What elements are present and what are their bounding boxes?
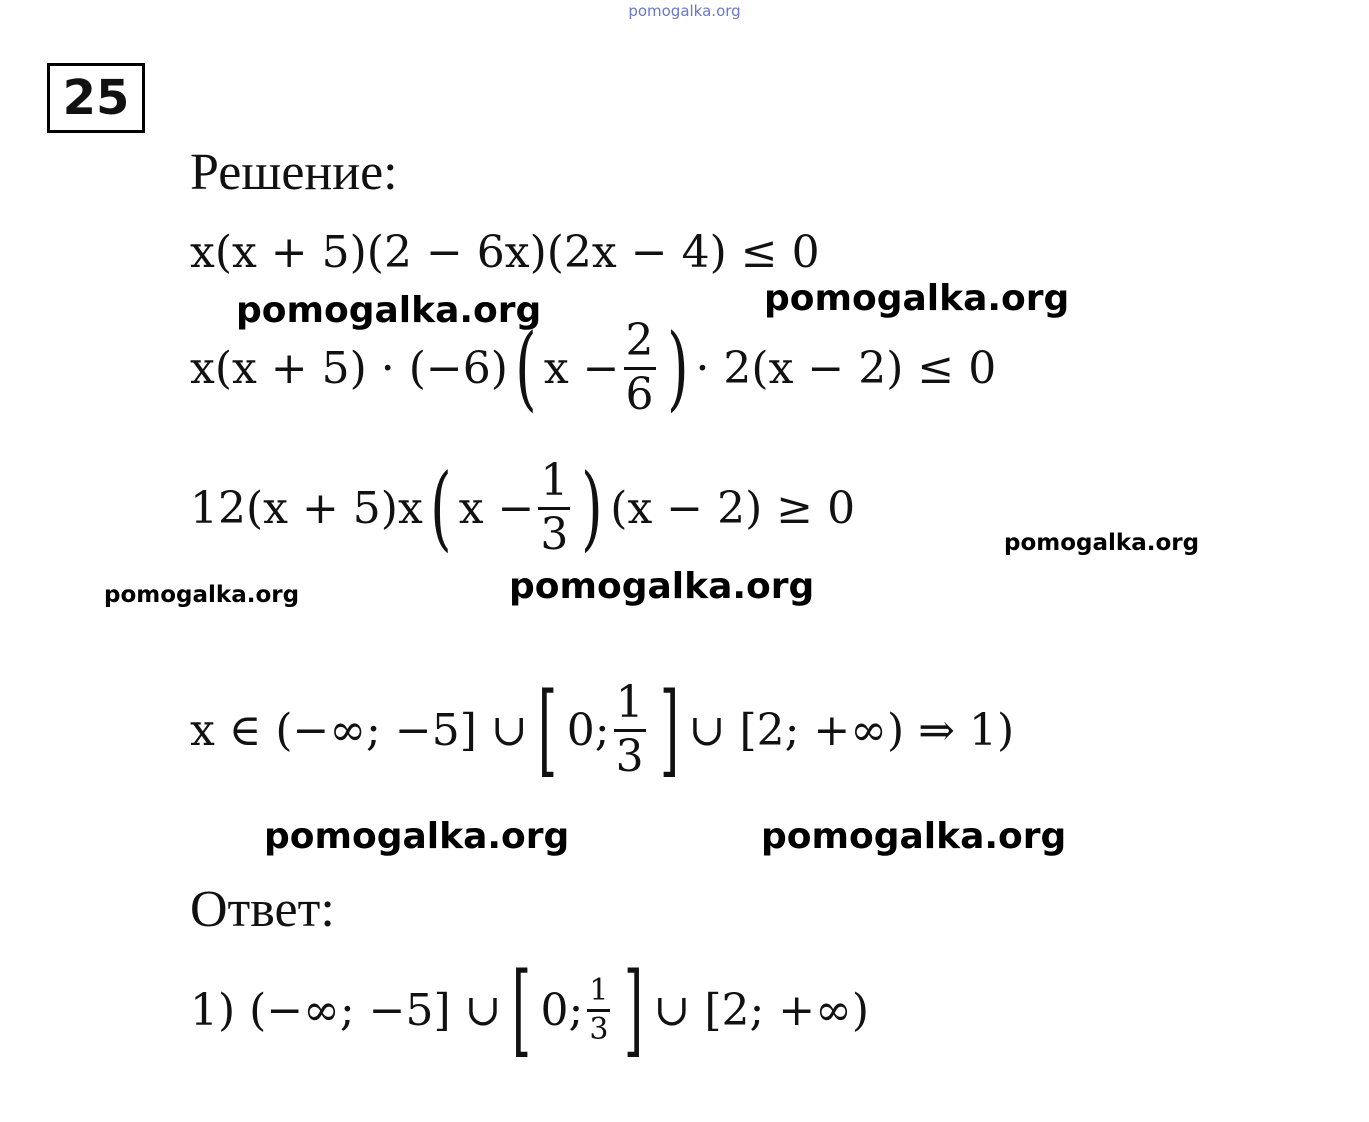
fraction-denominator: 3 [615, 730, 644, 782]
answer-suffix: ∪ [2; +∞) [653, 984, 869, 1036]
watermark-top: pomogalka.org [628, 2, 741, 20]
interval-start: 0; [566, 704, 610, 756]
equation-x-minus: x − [458, 482, 535, 534]
fraction-numerator: 2 [625, 315, 654, 367]
fraction [614, 677, 646, 782]
equation-line-2 [190, 314, 997, 421]
watermark: pomogalka.org [1004, 530, 1200, 556]
watermark: pomogalka.org [761, 816, 1067, 857]
right-bracket: ] [624, 951, 644, 1068]
fraction-denominator: 6 [625, 368, 654, 420]
interval-start: 0; [540, 984, 584, 1036]
fraction-numerator: 1 [540, 455, 569, 507]
right-paren: ) [666, 314, 689, 421]
fraction-numerator: 1 [589, 973, 609, 1008]
watermark: pomogalka.org [236, 290, 542, 331]
equation-x-minus: x − [543, 342, 620, 394]
left-bracket: [ [511, 951, 531, 1068]
fraction-denominator: 3 [540, 508, 569, 560]
right-paren: ) [581, 454, 604, 561]
equation-suffix: (x − 2) ≥ 0 [610, 482, 856, 534]
solution-heading: Решение: [190, 144, 398, 201]
watermark: pomogalka.org [764, 278, 1070, 319]
watermark: pomogalka.org [264, 816, 570, 857]
problem-number: 25 [47, 63, 145, 133]
left-bracket: [ [537, 671, 557, 788]
equation-prefix: x(x + 5) · (−6) [190, 342, 508, 394]
watermark: pomogalka.org [104, 582, 300, 608]
solution-set-line [190, 671, 1015, 788]
right-bracket: ] [659, 671, 679, 788]
answer-heading: Ответ: [190, 881, 335, 938]
left-paren: ( [515, 314, 537, 421]
left-paren: ( [429, 454, 452, 561]
equation-prefix: x ∈ (−∞; −5] ∪ [190, 704, 528, 756]
fraction-denominator: 3 [589, 1011, 609, 1047]
fraction-numerator: 1 [615, 677, 644, 729]
equation-line-1 [190, 222, 820, 282]
equation-suffix: · 2(x − 2) ≤ 0 [695, 342, 997, 394]
fraction [587, 975, 610, 1045]
watermark: pomogalka.org [509, 566, 815, 607]
answer-line [190, 951, 869, 1068]
equation-prefix: 12(x + 5)x [190, 482, 423, 534]
equation-text: x(x + 5)(2 − 6x)(2x − 4) ≤ 0 [190, 226, 820, 278]
equation-line-3 [190, 454, 856, 561]
equation-suffix: ∪ [2; +∞) ⇒ 1) [688, 704, 1015, 756]
fraction [624, 315, 656, 420]
fraction [538, 455, 570, 560]
answer-prefix: 1) (−∞; −5] ∪ [190, 984, 502, 1036]
